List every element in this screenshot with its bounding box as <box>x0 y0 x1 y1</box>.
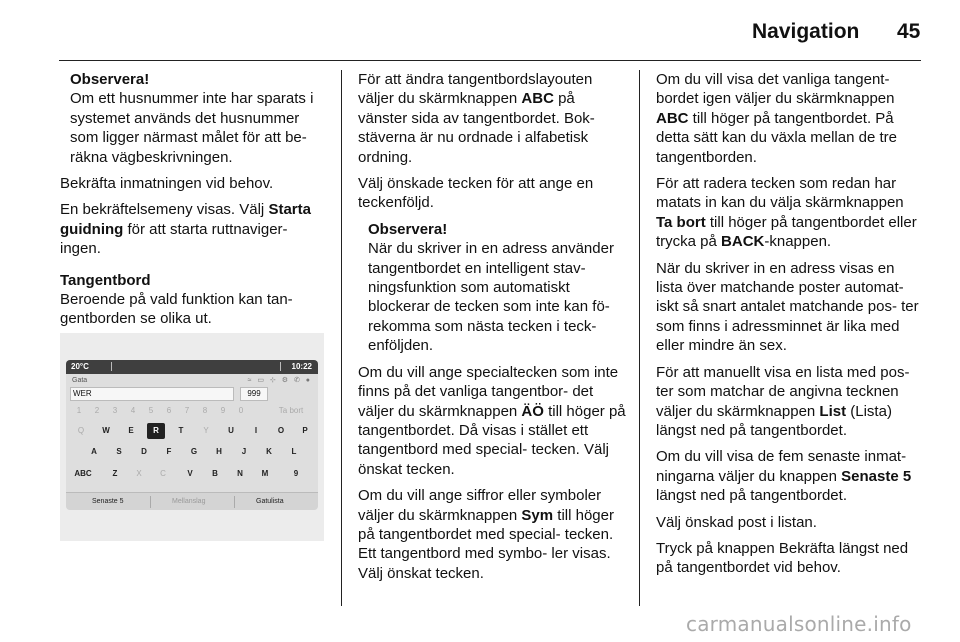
bold-term: ÄÖ <box>521 402 544 420</box>
keyboard-bottom-bar <box>66 492 318 510</box>
bold-term: Sym <box>521 506 554 524</box>
key[interactable]: 0 <box>238 406 244 415</box>
key[interactable]: 2 <box>94 406 100 415</box>
paragraph: Välj önskad post i listan. <box>656 513 817 531</box>
bold-term: Starta guidning <box>60 201 311 238</box>
key[interactable]: U <box>228 426 234 435</box>
text-run: till höger på tangentbordet. Då visas i stället ett tangentbord med special- tecken. Välj önskat tecken. <box>358 402 626 478</box>
key[interactable]: G <box>190 447 198 456</box>
key[interactable]: W <box>102 426 110 435</box>
key[interactable]: A <box>91 447 97 456</box>
text-run: En bekräftelsemeny visas. Välj <box>60 201 269 219</box>
page-header <box>0 0 960 58</box>
key[interactable]: 6 <box>166 406 172 415</box>
key[interactable]: C <box>160 469 166 478</box>
page-title: Navigation <box>752 20 860 43</box>
text-run: Om du vill ange siffror eller symboler väljer du skärmknappen <box>358 487 602 524</box>
key[interactable]: B <box>212 469 218 478</box>
keyboard-row-digits <box>66 403 318 421</box>
text-run: För att manuellt visa en lista med pos- ter som matchar de angivna tecknen väljer du skärmknappen <box>656 363 910 420</box>
note-text: När du skriver in en adress använder tangentbordet en intelligent stav- ningsfunktion som automatiskt blockerar de tecken som inte kan fö- rekomma som nästa tecken i teck- enföljden. <box>368 240 614 355</box>
section <box>60 271 326 329</box>
street-list-button[interactable]: Gatulista <box>256 498 284 505</box>
key[interactable]: E <box>128 426 134 435</box>
recent-5-button[interactable]: Senaste 5 <box>92 498 124 505</box>
bold-term: BACK <box>721 233 765 251</box>
page-number: 45 <box>897 20 921 43</box>
key[interactable]: Z <box>112 469 118 478</box>
text-run: Om du vill ange specialtecken som inte finns på det vanliga tangentbor- det väljer du skärmknappen <box>358 363 619 420</box>
paragraph <box>358 486 626 583</box>
key[interactable]: Q <box>77 426 85 435</box>
key[interactable]: N <box>237 469 243 478</box>
abc-layout-key[interactable]: ABC <box>74 469 92 478</box>
key[interactable]: 9 <box>220 406 226 415</box>
status-divider <box>111 362 112 371</box>
note-title: Observera! <box>368 220 448 238</box>
text-run: längst ned på tangentbordet. <box>656 487 847 505</box>
key[interactable]: H <box>216 447 222 456</box>
paragraph: Bekräfta inmatningen vid behov. <box>60 175 274 193</box>
status-icons: ≈ ▭ ⊹ ⚙ ✆ ● <box>247 377 312 384</box>
key[interactable]: S <box>116 447 122 456</box>
field-label: Gata <box>72 377 88 384</box>
street-input[interactable]: WER <box>70 387 234 401</box>
column-divider-2 <box>639 70 640 606</box>
paragraph <box>656 363 924 441</box>
paragraph: Tryck på knappen Bekräfta längst ned på tangentbordet vid behov. <box>656 539 909 577</box>
key[interactable]: 7 <box>184 406 190 415</box>
bottom-divider <box>234 496 235 508</box>
text-run: -knappen. <box>764 233 832 251</box>
text-run: Om du vill visa de fem senaste inmat- ningarna väljer du knappen <box>656 448 907 485</box>
key[interactable]: T <box>178 426 184 435</box>
key[interactable]: D <box>141 447 147 456</box>
key[interactable]: P <box>302 426 308 435</box>
key[interactable]: Y <box>203 426 209 435</box>
text-run: För att radera tecken som redan har matats in kan du välja skärmknappen <box>656 175 904 212</box>
paragraph <box>656 70 924 167</box>
key[interactable]: J <box>241 447 247 456</box>
status-bar <box>66 360 318 374</box>
column-3 <box>656 70 924 585</box>
match-count: 999 <box>240 387 268 401</box>
key[interactable]: X <box>136 469 142 478</box>
key[interactable]: M <box>261 469 269 478</box>
key-selected[interactable]: R <box>147 423 165 439</box>
key[interactable]: K <box>266 447 272 456</box>
key[interactable]: 9 <box>293 469 299 478</box>
key[interactable]: L <box>291 447 297 456</box>
bottom-divider <box>150 496 151 508</box>
temperature: 20°C <box>71 362 89 371</box>
text-run: för att starta ruttnaviger- ingen. <box>60 220 288 258</box>
key[interactable]: O <box>277 426 285 435</box>
text-run: till höger på tangentbordet med special- tecken. Ett tangentbord med symbo- ler visas. Välj önskat tecken. <box>358 506 614 582</box>
text-run: på vänster sida av tangentbordet. Bok- stäverna är nu ordnade i alfabetisk ordning. <box>358 90 595 166</box>
section-text: Beroende på vald funktion kan tan- gentborden se olika ut. <box>60 291 293 328</box>
key[interactable]: 8 <box>202 406 208 415</box>
paragraph <box>358 70 626 167</box>
key[interactable]: 4 <box>130 406 136 415</box>
paragraph <box>656 447 924 505</box>
bold-term: List <box>819 402 847 420</box>
text-run: (Lista) längst ned på tangentbordet. <box>656 402 892 439</box>
bold-term: Senaste 5 <box>841 467 912 485</box>
note-box <box>368 220 626 356</box>
paragraph <box>60 200 326 258</box>
infotainment-screen <box>66 360 318 510</box>
paragraph <box>656 174 924 252</box>
key[interactable]: I <box>254 426 258 435</box>
column-2 <box>358 70 626 590</box>
delete-key[interactable]: Ta bort <box>278 406 304 415</box>
space-button[interactable]: Mellanslag <box>172 498 206 505</box>
bold-term: ABC <box>521 90 554 108</box>
text-run: Om du vill visa det vanliga tangent- bordet igen väljer du skärmknappen <box>656 71 895 108</box>
keyboard-row-1 <box>66 423 318 441</box>
paragraph: När du skriver in en adress visas en lista över matchande poster automat- iskt så snart antalet matchande pos- ter som finns i adressminnet är lika med eller mindre än sex. <box>656 259 919 355</box>
key[interactable]: V <box>187 469 193 478</box>
section-title: Tangentbord <box>60 271 151 289</box>
note-title: Observera! <box>70 71 150 88</box>
column-1 <box>60 70 326 336</box>
key[interactable]: 1 <box>76 406 82 415</box>
key[interactable]: 3 <box>112 406 118 415</box>
keyboard-row-3 <box>66 466 318 484</box>
bold-term: ABC <box>656 109 689 127</box>
status-divider <box>280 362 281 371</box>
note-box <box>70 70 326 167</box>
key[interactable]: 5 <box>148 406 154 415</box>
text-run: till höger på tangentbordet. På detta sätt kan du växla mellan de tre tangentborden. <box>656 109 897 166</box>
note-text: Om ett husnummer inte har sparats i systemet används det husnummer som ligger närmast målet för att be- räkna vägbeskrivningen. <box>70 90 314 166</box>
clock: 10:22 <box>291 362 312 371</box>
watermark: carmanualsonline.info <box>686 612 912 636</box>
key[interactable]: F <box>166 447 172 456</box>
bold-term: Ta bort <box>656 213 706 231</box>
header-divider <box>59 60 921 61</box>
text-run: till höger på tangentbordet eller trycka på <box>656 213 917 251</box>
keyboard-row-2 <box>66 444 318 462</box>
text-run: För att ändra tangentbordslayouten väljer du skärmknappen <box>358 71 593 108</box>
keyboard-screen-figure <box>60 333 324 541</box>
paragraph: Välj önskade tecken för att ange en teckenföljd. <box>358 175 594 212</box>
column-divider-1 <box>341 70 342 606</box>
paragraph <box>358 363 626 479</box>
